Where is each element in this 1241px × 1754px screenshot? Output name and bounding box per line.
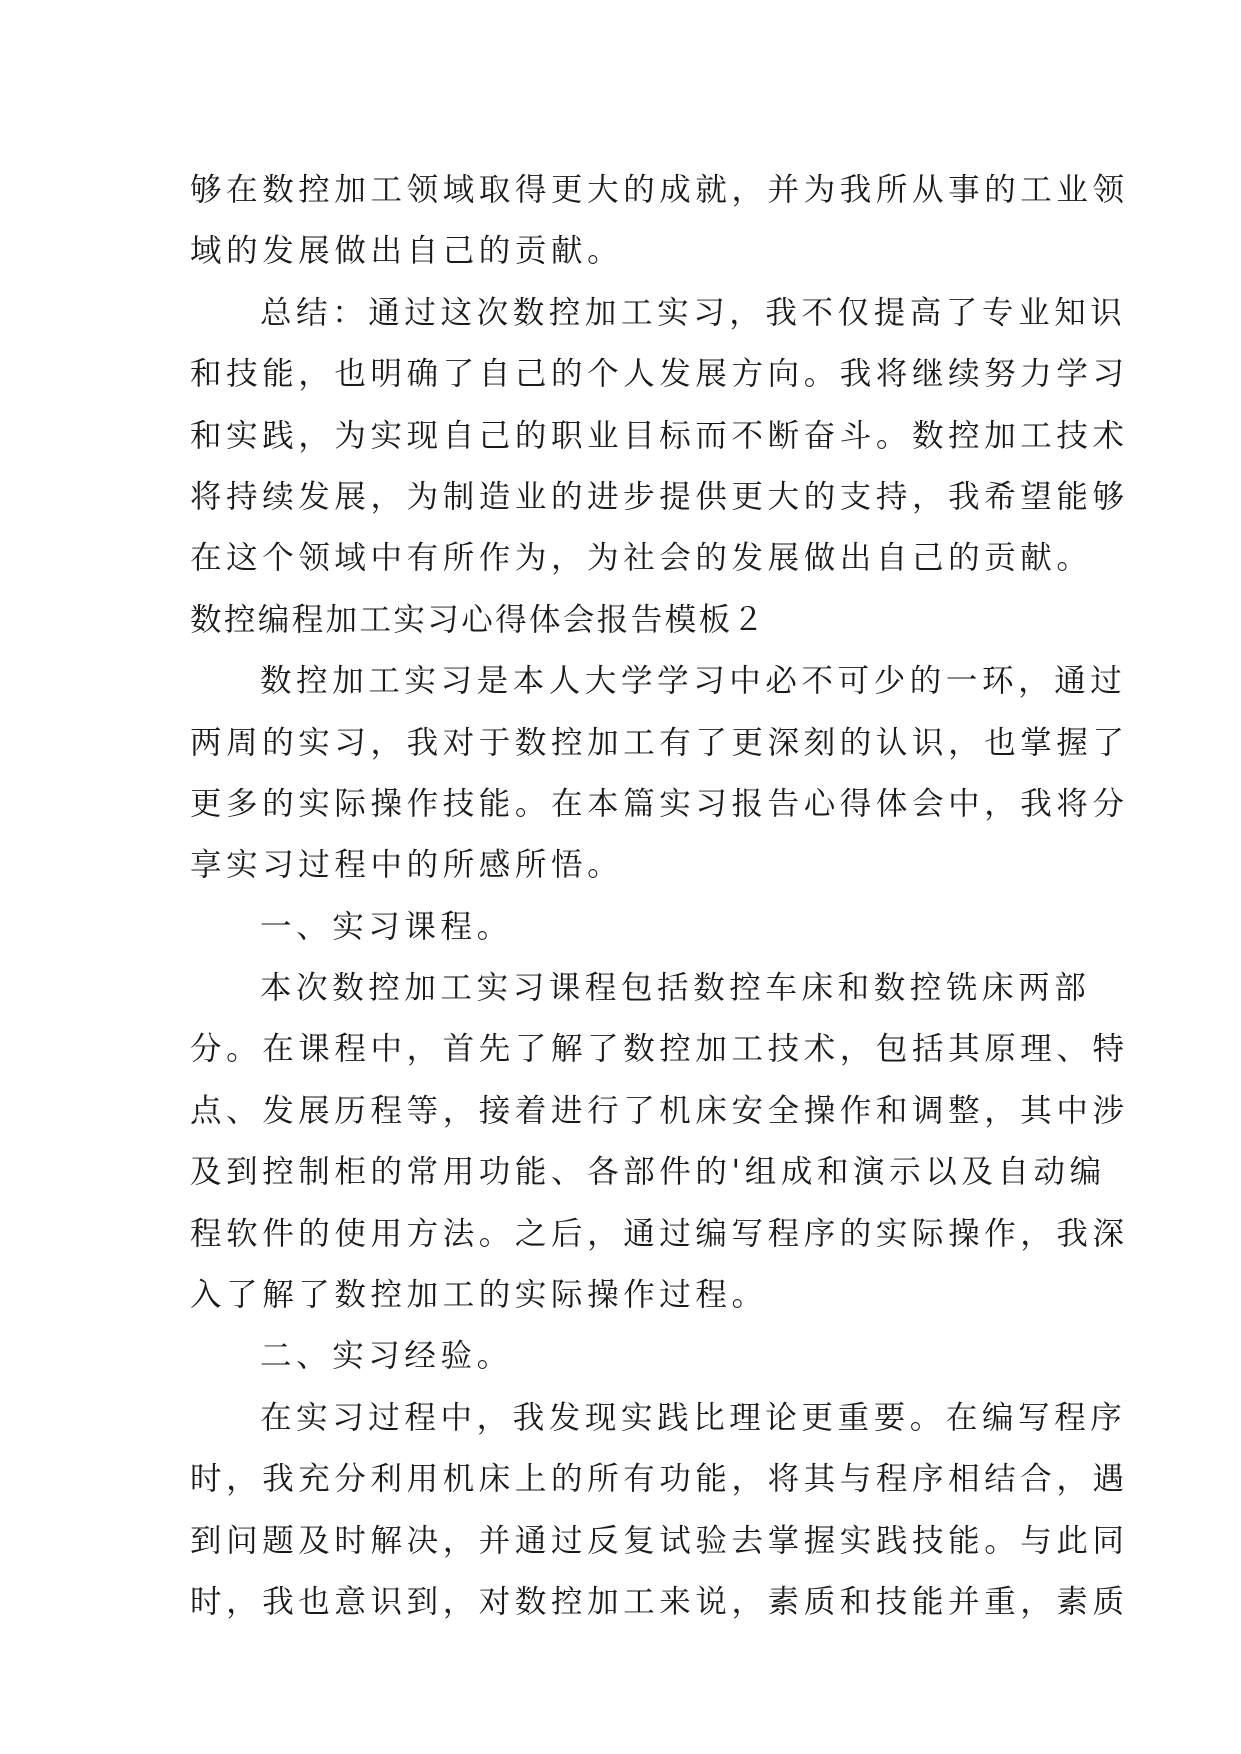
- subheading-line: 一、实习课程。: [260, 908, 513, 945]
- section-heading: 数控编程加工实习心得体会报告模板２: [190, 601, 767, 638]
- text-line: 享实习过程中的所感所悟。: [190, 847, 624, 884]
- text-line: 分。在课程中，首先了解了数控加工技术，包括其原理、特: [190, 1031, 1129, 1068]
- text-line: 更多的实际操作技能。在本篇实习报告心得体会中，我将分: [190, 785, 1129, 822]
- text-line: 在实习过程中，我发现实践比理论更重要。在编写程序: [260, 1399, 1127, 1436]
- document-body: [190, 160, 1129, 1633]
- text-line: 和实践，为实现自己的职业目标而不断奋斗。数控加工技术: [190, 417, 1129, 454]
- text-line: 入了解了数控加工的实际操作过程。: [190, 1277, 768, 1314]
- text-line: 时，我也意识到，对数控加工来说，素质和技能并重，素质: [190, 1583, 1129, 1620]
- text-line: 总结：通过这次数控加工实习，我不仅提高了专业知识: [260, 294, 1127, 331]
- text-line: 将持续发展，为制造业的进步提供更大的支持，我希望能够: [190, 478, 1129, 515]
- text-line: 数控加工实习是本人大学学习中必不可少的一环，通过: [260, 663, 1127, 700]
- text-line: 够在数控加工领域取得更大的成就，并为我所从事的工业领: [190, 172, 1129, 208]
- text-line: 点、发展历程等，接着进行了机床安全操作和调整，其中涉: [190, 1092, 1129, 1129]
- text-line: 程软件的使用方法。之后，通过编写程序的实际操作，我深: [190, 1215, 1129, 1252]
- text-line: 本次数控加工实习课程包括数控车床和数控铣床两部: [260, 970, 1091, 1007]
- text-line: 域的发展做出自己的贡献。: [190, 233, 624, 270]
- text-line: 在这个领域中有所作为，为社会的发展做出自己的贡献。: [190, 540, 1093, 577]
- text-line: 到问题及时解决，并通过反复试验去掌握实践技能。与此同: [190, 1522, 1129, 1559]
- text-line: 和技能，也明确了自己的个人发展方向。我将继续努力学习: [190, 356, 1129, 393]
- text-line: 两周的实习，我对于数控加工有了更深刻的认识，也掌握了: [190, 724, 1129, 761]
- text-line: 及到控制柜的常用功能、各部件的'组成和演示以及自动编: [190, 1154, 1106, 1191]
- text-line: 时，我充分利用机床上的所有功能，将其与程序相结合，遇: [190, 1461, 1129, 1498]
- subheading-line: 二、实习经验。: [260, 1338, 513, 1375]
